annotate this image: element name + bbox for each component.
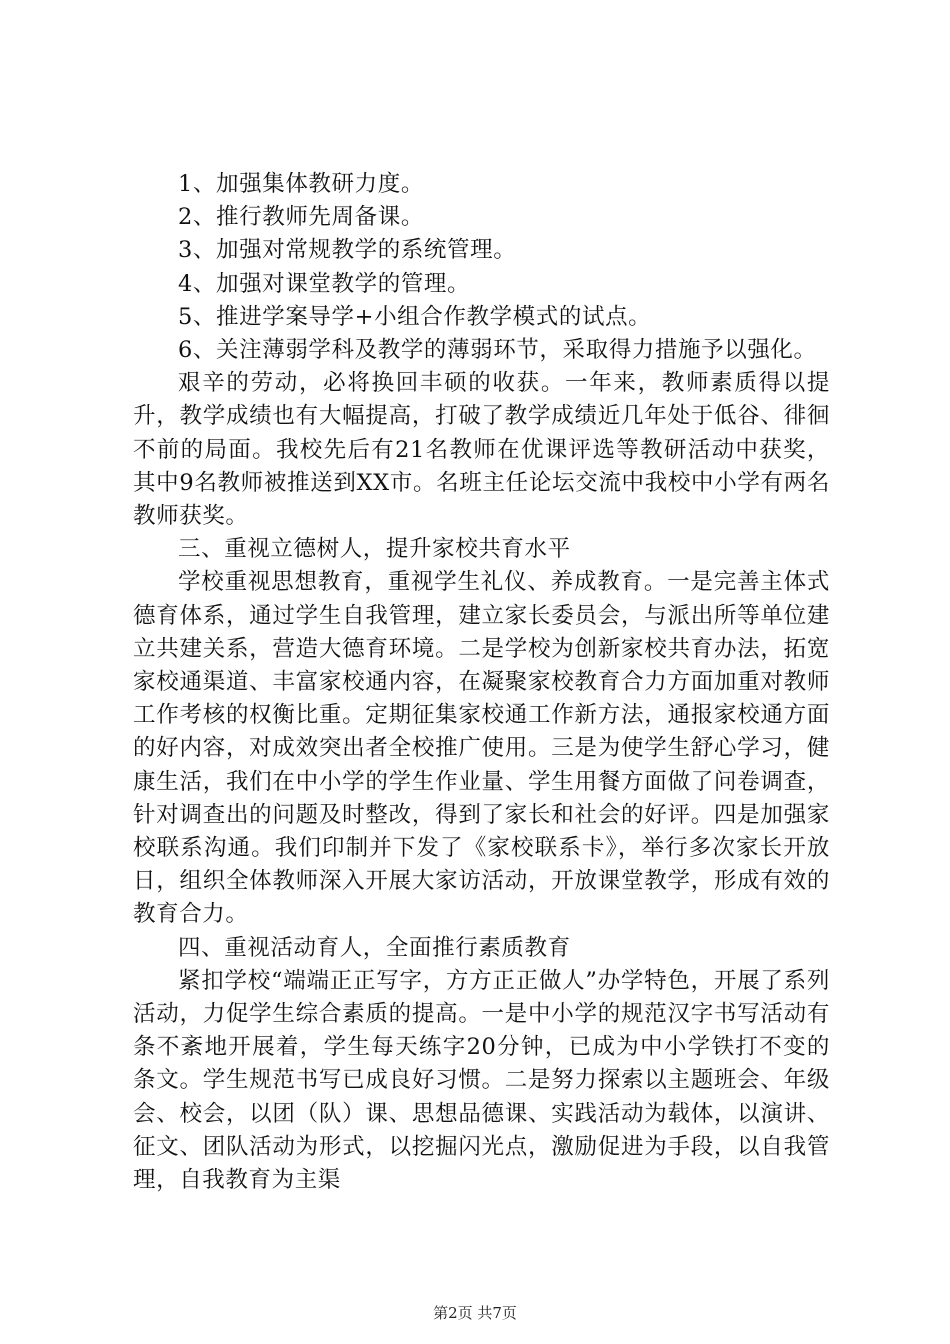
paragraph-activities: 紧扣学校“端端正正写字，方方正正做人”办学特色，开展了系列活动，力促学生综合素质的提高。一是中小学的规范汉字书写活动有条不紊地开展着，学生每天练字20分钟，已成为中小学铁打不变的条文。学生规范书写已成良好习惯。二是努力探索以主题班会、年级会、校会，以团（队）课、思想品德课、实践活动为载体，以演讲、征文、团队活动为形式，以挖掘闪光点，激励促进为手段，以自我管理，自我教育为主渠 bbox=[133, 967, 830, 1194]
list-item-5: 5、推进学案导学+小组合作教学模式的试点。 bbox=[178, 303, 652, 330]
list-item-6: 6、关注薄弱学科及教学的薄弱环节，采取得力措施予以强化。 bbox=[178, 337, 817, 364]
document-body bbox=[133, 168, 830, 1197]
list-item-3: 3、加强对常规教学的系统管理。 bbox=[178, 237, 517, 264]
list-item-2: 2、推行教师先周备课。 bbox=[178, 204, 424, 231]
section-heading-4: 四、重视活动育人，全面推行素质教育 bbox=[178, 934, 571, 961]
list-item-4: 4、加强对课堂教学的管理。 bbox=[178, 270, 471, 297]
page-number-footer: 第2页 共7页 bbox=[433, 1304, 517, 1322]
section-heading-3: 三、重视立德树人，提升家校共育水平 bbox=[178, 536, 571, 563]
paragraph-achievements: 艰辛的劳动，必将换回丰硕的收获。一年来，教师素质得以提升，教学成绩也有大幅提高，打破了教学成绩近几年处于低谷、徘徊不前的局面。我校先后有21名教师在优课评选等教研活动中获奖，其中9名教师被推送到XX市。名班主任论坛交流中我校中小学有两名教师获奖。 bbox=[133, 370, 830, 530]
list-item-1: 1、加强集体教研力度。 bbox=[178, 171, 424, 197]
paragraph-moral-education: 学校重视思想教育，重视学生礼仪、养成教育。一是完善主体式德育体系，通过学生自我管理，建立家长委员会，与派出所等单位建立共建关系，营造大德育环境。二是学校为创新家校共育办法，拓宽家校通渠道、丰富家校通内容，在凝聚家校教育合力方面加重对教师工作考核的权衡比重。定期征集家校通工作新方法，通报家校通方面的好内容，对成效突出者全校推广使用。三是为使学生舒心学习，健康生活，我们在中小学的学生作业量、学生用餐方面做了问卷调查，针对调查出的问题及时整改，得到了家长和社会的好评。四是加强家校联系沟通。我们印制并下发了《家校联系卡》，举行多次家长开放日，组织全体教师深入开展大家访活动，开放课堂教学，形成有效的教育合力。 bbox=[133, 569, 830, 928]
